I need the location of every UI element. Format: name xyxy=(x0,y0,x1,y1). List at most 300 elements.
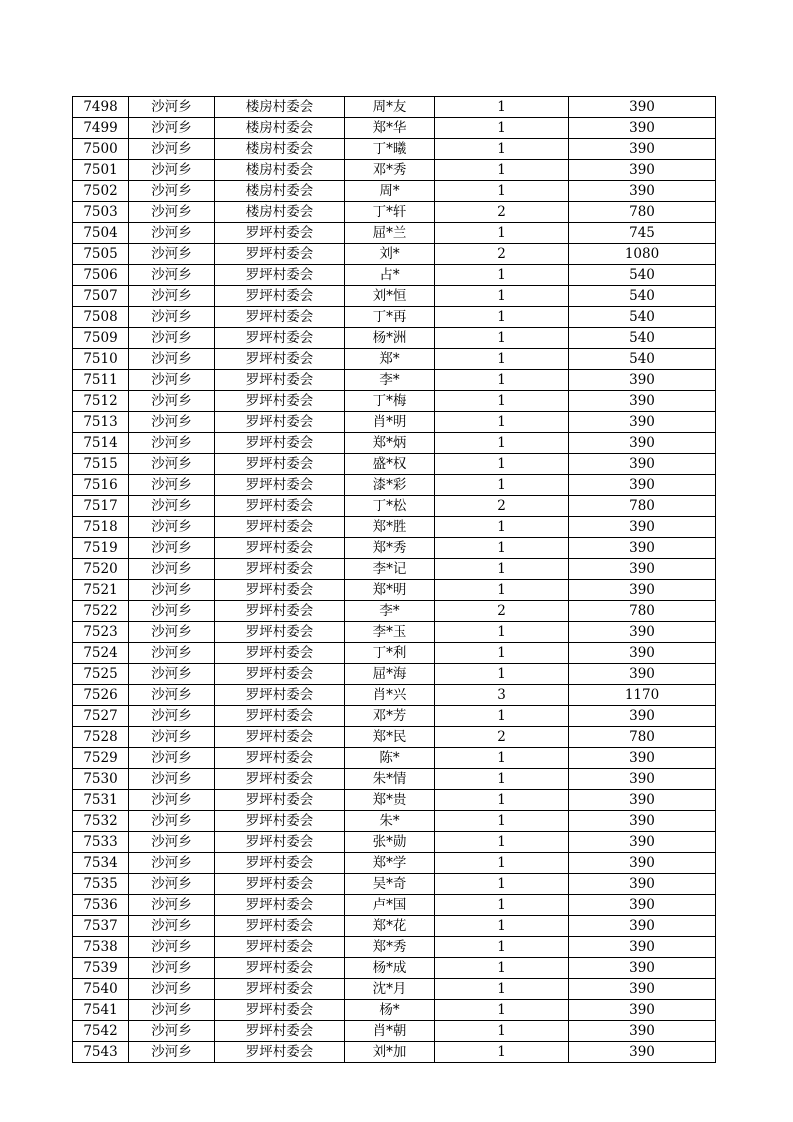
count-cell: 1 xyxy=(435,853,569,874)
name-cell: 邓*芳 xyxy=(345,706,435,727)
count-cell: 1 xyxy=(435,622,569,643)
count-cell: 1 xyxy=(435,454,569,475)
row-number-cell: 7526 xyxy=(73,685,129,706)
amount-cell: 390 xyxy=(569,1000,716,1021)
table-row xyxy=(73,1042,716,1063)
township-cell: 沙河乡 xyxy=(129,1000,215,1021)
township-cell: 沙河乡 xyxy=(129,685,215,706)
amount-cell: 390 xyxy=(569,391,716,412)
township-cell: 沙河乡 xyxy=(129,601,215,622)
count-cell: 1 xyxy=(435,391,569,412)
village-committee-cell: 罗坪村委会 xyxy=(215,685,345,706)
row-number-cell: 7518 xyxy=(73,517,129,538)
township-cell: 沙河乡 xyxy=(129,664,215,685)
table-row xyxy=(73,1021,716,1042)
row-number-cell: 7530 xyxy=(73,769,129,790)
row-number-cell: 7541 xyxy=(73,1000,129,1021)
township-cell: 沙河乡 xyxy=(129,706,215,727)
row-number-cell: 7506 xyxy=(73,265,129,286)
count-cell: 2 xyxy=(435,601,569,622)
row-number-cell: 7508 xyxy=(73,307,129,328)
village-committee-cell: 罗坪村委会 xyxy=(215,538,345,559)
township-cell: 沙河乡 xyxy=(129,349,215,370)
amount-cell: 540 xyxy=(569,286,716,307)
count-cell: 1 xyxy=(435,349,569,370)
count-cell: 1 xyxy=(435,937,569,958)
amount-cell: 745 xyxy=(569,223,716,244)
row-number-cell: 7524 xyxy=(73,643,129,664)
count-cell: 1 xyxy=(435,139,569,160)
table-row xyxy=(73,160,716,181)
amount-cell: 390 xyxy=(569,412,716,433)
village-committee-cell: 罗坪村委会 xyxy=(215,433,345,454)
name-cell: 朱*情 xyxy=(345,769,435,790)
row-number-cell: 7499 xyxy=(73,118,129,139)
table-row xyxy=(73,832,716,853)
village-committee-cell: 罗坪村委会 xyxy=(215,601,345,622)
amount-cell: 390 xyxy=(569,181,716,202)
name-cell: 郑*明 xyxy=(345,580,435,601)
count-cell: 1 xyxy=(435,832,569,853)
count-cell: 1 xyxy=(435,874,569,895)
township-cell: 沙河乡 xyxy=(129,769,215,790)
count-cell: 1 xyxy=(435,160,569,181)
name-cell: 郑*民 xyxy=(345,727,435,748)
name-cell: 郑*秀 xyxy=(345,937,435,958)
row-number-cell: 7509 xyxy=(73,328,129,349)
township-cell: 沙河乡 xyxy=(129,517,215,538)
name-cell: 李* xyxy=(345,370,435,391)
count-cell: 1 xyxy=(435,1000,569,1021)
amount-cell: 390 xyxy=(569,874,716,895)
amount-cell: 540 xyxy=(569,265,716,286)
village-committee-cell: 罗坪村委会 xyxy=(215,496,345,517)
count-cell: 1 xyxy=(435,979,569,1000)
row-number-cell: 7502 xyxy=(73,181,129,202)
village-committee-cell: 罗坪村委会 xyxy=(215,454,345,475)
village-committee-cell: 楼房村委会 xyxy=(215,160,345,181)
township-cell: 沙河乡 xyxy=(129,433,215,454)
village-committee-cell: 罗坪村委会 xyxy=(215,769,345,790)
count-cell: 1 xyxy=(435,118,569,139)
township-cell: 沙河乡 xyxy=(129,475,215,496)
village-committee-cell: 罗坪村委会 xyxy=(215,1021,345,1042)
village-committee-cell: 罗坪村委会 xyxy=(215,265,345,286)
amount-cell: 390 xyxy=(569,790,716,811)
row-number-cell: 7519 xyxy=(73,538,129,559)
amount-cell: 390 xyxy=(569,643,716,664)
name-cell: 郑*花 xyxy=(345,916,435,937)
table-row xyxy=(73,559,716,580)
amount-cell: 540 xyxy=(569,328,716,349)
table-row xyxy=(73,475,716,496)
count-cell: 1 xyxy=(435,559,569,580)
table-row xyxy=(73,391,716,412)
village-committee-cell: 罗坪村委会 xyxy=(215,475,345,496)
count-cell: 1 xyxy=(435,643,569,664)
row-number-cell: 7517 xyxy=(73,496,129,517)
count-cell: 2 xyxy=(435,496,569,517)
village-committee-cell: 罗坪村委会 xyxy=(215,979,345,1000)
name-cell: 周*友 xyxy=(345,97,435,118)
amount-cell: 390 xyxy=(569,1021,716,1042)
village-committee-cell: 罗坪村委会 xyxy=(215,706,345,727)
table-row xyxy=(73,769,716,790)
count-cell: 2 xyxy=(435,727,569,748)
name-cell: 周* xyxy=(345,181,435,202)
amount-cell: 390 xyxy=(569,118,716,139)
name-cell: 陈* xyxy=(345,748,435,769)
township-cell: 沙河乡 xyxy=(129,1021,215,1042)
table-row xyxy=(73,937,716,958)
table-row xyxy=(73,265,716,286)
village-committee-cell: 罗坪村委会 xyxy=(215,370,345,391)
village-committee-cell: 罗坪村委会 xyxy=(215,1000,345,1021)
village-committee-cell: 罗坪村委会 xyxy=(215,580,345,601)
amount-cell: 390 xyxy=(569,832,716,853)
table-row xyxy=(73,685,716,706)
count-cell: 1 xyxy=(435,958,569,979)
row-number-cell: 7529 xyxy=(73,748,129,769)
row-number-cell: 7536 xyxy=(73,895,129,916)
amount-cell: 390 xyxy=(569,664,716,685)
table-row xyxy=(73,181,716,202)
village-committee-cell: 罗坪村委会 xyxy=(215,958,345,979)
village-committee-cell: 罗坪村委会 xyxy=(215,328,345,349)
township-cell: 沙河乡 xyxy=(129,118,215,139)
count-cell: 1 xyxy=(435,97,569,118)
count-cell: 1 xyxy=(435,580,569,601)
amount-cell: 1080 xyxy=(569,244,716,265)
village-committee-cell: 罗坪村委会 xyxy=(215,1042,345,1063)
count-cell: 1 xyxy=(435,307,569,328)
amount-cell: 390 xyxy=(569,895,716,916)
township-cell: 沙河乡 xyxy=(129,370,215,391)
township-cell: 沙河乡 xyxy=(129,223,215,244)
name-cell: 丁*曦 xyxy=(345,139,435,160)
row-number-cell: 7512 xyxy=(73,391,129,412)
amount-cell: 390 xyxy=(569,433,716,454)
row-number-cell: 7532 xyxy=(73,811,129,832)
table-row xyxy=(73,958,716,979)
name-cell: 丁*梅 xyxy=(345,391,435,412)
name-cell: 杨* xyxy=(345,1000,435,1021)
village-committee-cell: 罗坪村委会 xyxy=(215,244,345,265)
count-cell: 1 xyxy=(435,412,569,433)
village-committee-cell: 罗坪村委会 xyxy=(215,937,345,958)
village-committee-cell: 罗坪村委会 xyxy=(215,559,345,580)
township-cell: 沙河乡 xyxy=(129,265,215,286)
table-row xyxy=(73,580,716,601)
name-cell: 肖*朝 xyxy=(345,1021,435,1042)
table-row xyxy=(73,853,716,874)
amount-cell: 390 xyxy=(569,454,716,475)
count-cell: 1 xyxy=(435,895,569,916)
amount-cell: 390 xyxy=(569,979,716,1000)
count-cell: 1 xyxy=(435,223,569,244)
township-cell: 沙河乡 xyxy=(129,160,215,181)
name-cell: 丁*松 xyxy=(345,496,435,517)
row-number-cell: 7520 xyxy=(73,559,129,580)
row-number-cell: 7540 xyxy=(73,979,129,1000)
township-cell: 沙河乡 xyxy=(129,643,215,664)
village-committee-cell: 楼房村委会 xyxy=(215,139,345,160)
amount-cell: 390 xyxy=(569,853,716,874)
village-committee-cell: 罗坪村委会 xyxy=(215,811,345,832)
village-committee-cell: 罗坪村委会 xyxy=(215,349,345,370)
village-committee-cell: 罗坪村委会 xyxy=(215,517,345,538)
name-cell: 郑*华 xyxy=(345,118,435,139)
township-cell: 沙河乡 xyxy=(129,496,215,517)
row-number-cell: 7500 xyxy=(73,139,129,160)
name-cell: 肖*明 xyxy=(345,412,435,433)
name-cell: 丁*轩 xyxy=(345,202,435,223)
amount-cell: 390 xyxy=(569,370,716,391)
table-row xyxy=(73,97,716,118)
name-cell: 屈*海 xyxy=(345,664,435,685)
village-committee-cell: 楼房村委会 xyxy=(215,118,345,139)
village-committee-cell: 罗坪村委会 xyxy=(215,748,345,769)
name-cell: 李*玉 xyxy=(345,622,435,643)
row-number-cell: 7503 xyxy=(73,202,129,223)
table-row xyxy=(73,622,716,643)
count-cell: 1 xyxy=(435,811,569,832)
table-body xyxy=(73,97,716,1063)
village-committee-cell: 罗坪村委会 xyxy=(215,643,345,664)
table-row xyxy=(73,538,716,559)
table-row xyxy=(73,601,716,622)
table-row xyxy=(73,202,716,223)
table-row xyxy=(73,370,716,391)
row-number-cell: 7525 xyxy=(73,664,129,685)
name-cell: 李*记 xyxy=(345,559,435,580)
table-row xyxy=(73,496,716,517)
name-cell: 杨*洲 xyxy=(345,328,435,349)
row-number-cell: 7542 xyxy=(73,1021,129,1042)
township-cell: 沙河乡 xyxy=(129,853,215,874)
village-committee-cell: 楼房村委会 xyxy=(215,97,345,118)
township-cell: 沙河乡 xyxy=(129,412,215,433)
name-cell: 丁*利 xyxy=(345,643,435,664)
count-cell: 1 xyxy=(435,1021,569,1042)
table-row xyxy=(73,118,716,139)
count-cell: 1 xyxy=(435,769,569,790)
name-cell: 郑*秀 xyxy=(345,538,435,559)
table-row xyxy=(73,349,716,370)
table-row xyxy=(73,454,716,475)
amount-cell: 390 xyxy=(569,937,716,958)
name-cell: 邓*秀 xyxy=(345,160,435,181)
row-number-cell: 7535 xyxy=(73,874,129,895)
count-cell: 1 xyxy=(435,664,569,685)
name-cell: 郑* xyxy=(345,349,435,370)
name-cell: 李* xyxy=(345,601,435,622)
name-cell: 屈*兰 xyxy=(345,223,435,244)
amount-cell: 390 xyxy=(569,916,716,937)
amount-cell: 390 xyxy=(569,160,716,181)
table-row xyxy=(73,916,716,937)
township-cell: 沙河乡 xyxy=(129,580,215,601)
name-cell: 漆*彩 xyxy=(345,475,435,496)
count-cell: 3 xyxy=(435,685,569,706)
row-number-cell: 7504 xyxy=(73,223,129,244)
amount-cell: 390 xyxy=(569,748,716,769)
name-cell: 吴*奇 xyxy=(345,874,435,895)
table-row xyxy=(73,223,716,244)
count-cell: 1 xyxy=(435,328,569,349)
village-committee-cell: 罗坪村委会 xyxy=(215,286,345,307)
table-row xyxy=(73,328,716,349)
amount-cell: 390 xyxy=(569,517,716,538)
row-number-cell: 7528 xyxy=(73,727,129,748)
row-number-cell: 7513 xyxy=(73,412,129,433)
count-cell: 1 xyxy=(435,433,569,454)
township-cell: 沙河乡 xyxy=(129,790,215,811)
township-cell: 沙河乡 xyxy=(129,181,215,202)
name-cell: 郑*贵 xyxy=(345,790,435,811)
row-number-cell: 7510 xyxy=(73,349,129,370)
township-cell: 沙河乡 xyxy=(129,811,215,832)
village-committee-cell: 罗坪村委会 xyxy=(215,874,345,895)
count-cell: 1 xyxy=(435,517,569,538)
township-cell: 沙河乡 xyxy=(129,832,215,853)
table-row xyxy=(73,979,716,1000)
table-row xyxy=(73,307,716,328)
data-table xyxy=(72,96,716,1063)
township-cell: 沙河乡 xyxy=(129,97,215,118)
count-cell: 2 xyxy=(435,202,569,223)
name-cell: 郑*胜 xyxy=(345,517,435,538)
amount-cell: 540 xyxy=(569,349,716,370)
township-cell: 沙河乡 xyxy=(129,874,215,895)
village-committee-cell: 罗坪村委会 xyxy=(215,391,345,412)
township-cell: 沙河乡 xyxy=(129,916,215,937)
row-number-cell: 7523 xyxy=(73,622,129,643)
village-committee-cell: 罗坪村委会 xyxy=(215,832,345,853)
name-cell: 郑*炳 xyxy=(345,433,435,454)
village-committee-cell: 罗坪村委会 xyxy=(215,307,345,328)
township-cell: 沙河乡 xyxy=(129,139,215,160)
row-number-cell: 7522 xyxy=(73,601,129,622)
amount-cell: 390 xyxy=(569,97,716,118)
count-cell: 2 xyxy=(435,244,569,265)
table-row xyxy=(73,727,716,748)
township-cell: 沙河乡 xyxy=(129,202,215,223)
row-number-cell: 7516 xyxy=(73,475,129,496)
row-number-cell: 7543 xyxy=(73,1042,129,1063)
amount-cell: 390 xyxy=(569,538,716,559)
count-cell: 1 xyxy=(435,181,569,202)
township-cell: 沙河乡 xyxy=(129,622,215,643)
name-cell: 刘* xyxy=(345,244,435,265)
village-committee-cell: 罗坪村委会 xyxy=(215,895,345,916)
count-cell: 1 xyxy=(435,538,569,559)
village-committee-cell: 楼房村委会 xyxy=(215,181,345,202)
name-cell: 盛*权 xyxy=(345,454,435,475)
amount-cell: 390 xyxy=(569,1042,716,1063)
township-cell: 沙河乡 xyxy=(129,958,215,979)
village-committee-cell: 罗坪村委会 xyxy=(215,412,345,433)
row-number-cell: 7501 xyxy=(73,160,129,181)
count-cell: 1 xyxy=(435,916,569,937)
name-cell: 肖*兴 xyxy=(345,685,435,706)
table-row xyxy=(73,790,716,811)
table-row xyxy=(73,664,716,685)
amount-cell: 540 xyxy=(569,307,716,328)
township-cell: 沙河乡 xyxy=(129,559,215,580)
row-number-cell: 7533 xyxy=(73,832,129,853)
township-cell: 沙河乡 xyxy=(129,979,215,1000)
amount-cell: 390 xyxy=(569,580,716,601)
table-row xyxy=(73,706,716,727)
count-cell: 1 xyxy=(435,265,569,286)
amount-cell: 390 xyxy=(569,958,716,979)
township-cell: 沙河乡 xyxy=(129,244,215,265)
village-committee-cell: 罗坪村委会 xyxy=(215,727,345,748)
count-cell: 1 xyxy=(435,790,569,811)
village-committee-cell: 罗坪村委会 xyxy=(215,223,345,244)
count-cell: 1 xyxy=(435,748,569,769)
row-number-cell: 7527 xyxy=(73,706,129,727)
table-row xyxy=(73,1000,716,1021)
township-cell: 沙河乡 xyxy=(129,328,215,349)
amount-cell: 780 xyxy=(569,496,716,517)
count-cell: 1 xyxy=(435,286,569,307)
row-number-cell: 7514 xyxy=(73,433,129,454)
name-cell: 张*勋 xyxy=(345,832,435,853)
table-row xyxy=(73,286,716,307)
table-row xyxy=(73,139,716,160)
row-number-cell: 7534 xyxy=(73,853,129,874)
township-cell: 沙河乡 xyxy=(129,454,215,475)
township-cell: 沙河乡 xyxy=(129,1042,215,1063)
township-cell: 沙河乡 xyxy=(129,286,215,307)
table-row xyxy=(73,874,716,895)
township-cell: 沙河乡 xyxy=(129,307,215,328)
township-cell: 沙河乡 xyxy=(129,748,215,769)
township-cell: 沙河乡 xyxy=(129,538,215,559)
table-row xyxy=(73,412,716,433)
township-cell: 沙河乡 xyxy=(129,391,215,412)
amount-cell: 1170 xyxy=(569,685,716,706)
row-number-cell: 7539 xyxy=(73,958,129,979)
name-cell: 朱* xyxy=(345,811,435,832)
name-cell: 刘*加 xyxy=(345,1042,435,1063)
name-cell: 沈*月 xyxy=(345,979,435,1000)
row-number-cell: 7538 xyxy=(73,937,129,958)
count-cell: 1 xyxy=(435,370,569,391)
count-cell: 1 xyxy=(435,706,569,727)
table-row xyxy=(73,517,716,538)
village-committee-cell: 楼房村委会 xyxy=(215,202,345,223)
row-number-cell: 7537 xyxy=(73,916,129,937)
village-committee-cell: 罗坪村委会 xyxy=(215,622,345,643)
name-cell: 占* xyxy=(345,265,435,286)
amount-cell: 390 xyxy=(569,139,716,160)
row-number-cell: 7511 xyxy=(73,370,129,391)
name-cell: 杨*成 xyxy=(345,958,435,979)
row-number-cell: 7507 xyxy=(73,286,129,307)
amount-cell: 390 xyxy=(569,769,716,790)
township-cell: 沙河乡 xyxy=(129,895,215,916)
village-committee-cell: 罗坪村委会 xyxy=(215,664,345,685)
township-cell: 沙河乡 xyxy=(129,937,215,958)
amount-cell: 780 xyxy=(569,727,716,748)
table-row xyxy=(73,433,716,454)
count-cell: 1 xyxy=(435,475,569,496)
row-number-cell: 7531 xyxy=(73,790,129,811)
village-committee-cell: 罗坪村委会 xyxy=(215,790,345,811)
